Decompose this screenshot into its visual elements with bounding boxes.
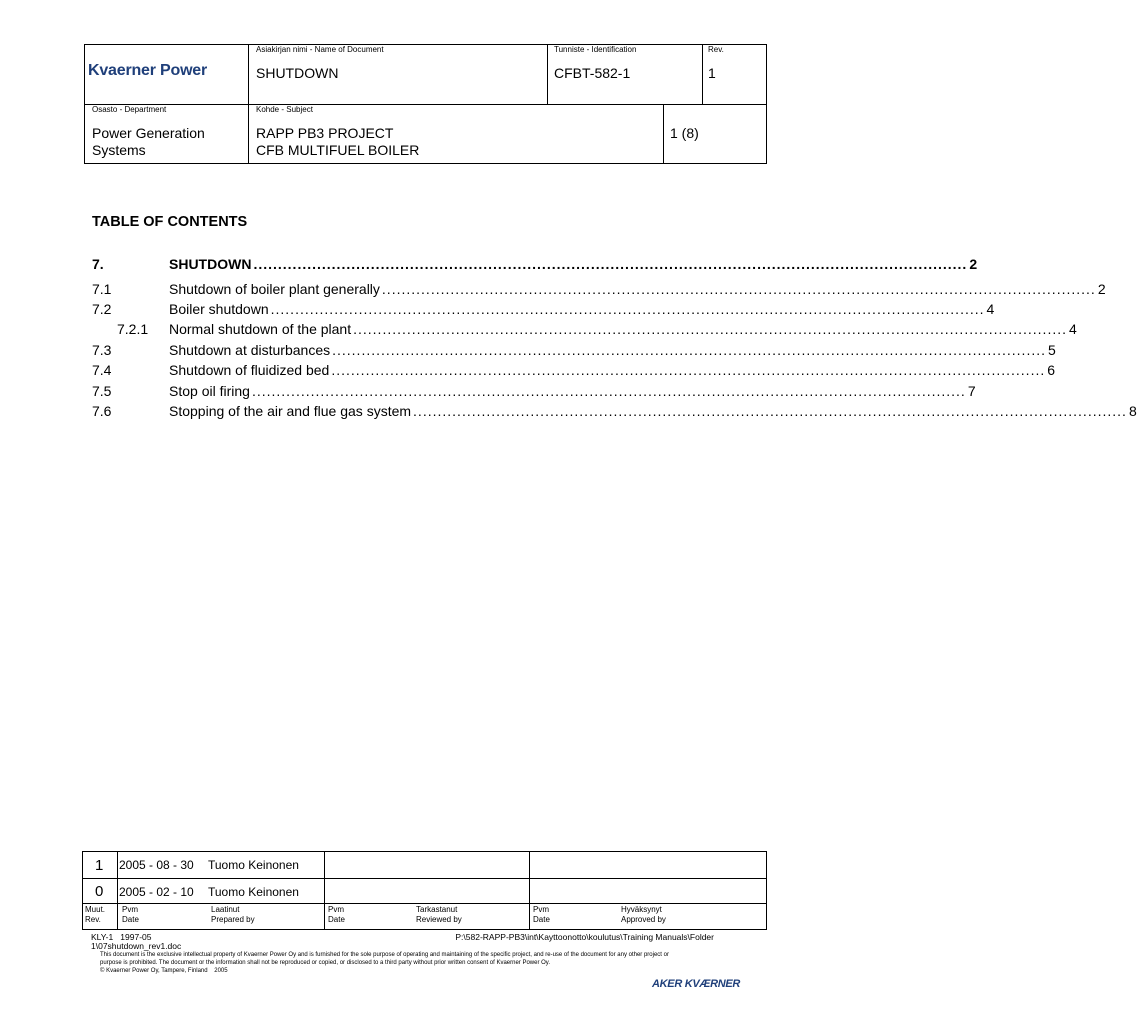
legal-line-2: purpose is prohibited. The document or the information shall not be reproduced or copied, or disclosed to a third party without prior written consent of Kvaerner Power Oy. — [100, 960, 551, 966]
subject-line1: RAPP PB3 PROJECT — [256, 125, 394, 141]
toc-item-page: 5 — [1048, 342, 1056, 358]
toc-leader: .................................................................................................................................................. — [331, 362, 1046, 378]
label-reviewed-by: Reviewed by — [416, 915, 462, 924]
toc-item-text: Shutdown at disturbances — [169, 342, 331, 358]
label-date: Date — [122, 915, 139, 924]
label-hyvaksynyt: Hyväksynyt — [621, 905, 662, 914]
toc-main-text: SHUTDOWN — [169, 256, 252, 272]
toc-item-num: 7.2.1 — [117, 321, 149, 337]
label-muut: Muut. — [85, 905, 106, 914]
subject-line2: CFB MULTIFUEL BOILER — [256, 142, 420, 158]
toc-leader: .................................................................................................................................................. — [353, 321, 1067, 337]
copyright: © Kvaerner Power Oy, Tampere, Finland 2005 — [100, 968, 228, 974]
label-prepared — [211, 905, 255, 925]
company-logo-text: Kvaerner Power — [88, 62, 208, 79]
toc-item-page: 4 — [1069, 321, 1077, 337]
label-pvm: Pvm — [122, 905, 138, 914]
toc-leader: .................................................................................................................................................. — [332, 342, 1046, 358]
rev-row-1-name: Tuomo Keinonen — [208, 858, 299, 872]
toc-item-num: 7.3 — [92, 342, 112, 358]
label-approved-by: Approved by — [621, 915, 666, 924]
label-laatinut: Laatinut — [211, 905, 240, 914]
label-pvm: Pvm — [328, 905, 344, 914]
toc-item-num: 7.2 — [92, 301, 112, 317]
toc-item-text: Boiler shutdown — [169, 301, 269, 317]
dept-label: Osasto - Department — [92, 105, 167, 114]
file-path: P:\582-RAPP-PB3\int\Kayttoonotto\koulutus\Training Manuals\Folder — [455, 932, 714, 942]
legal-line-1: This document is the exclusive intellectual property of Kvaerner Power Oy and is furnished for the sole purpose of operating and maintaining of the specific project, and re-use of the document for any other project or — [100, 952, 669, 958]
toc-item-text: Normal shutdown of the plant — [169, 321, 352, 337]
label-pvm: Pvm — [533, 905, 549, 914]
doc-name-label: Asiakirjan nimi - Name of Document — [256, 45, 384, 54]
toc-leader: .................................................................................................................................................. — [381, 281, 1096, 297]
label-pvm-2 — [328, 905, 345, 925]
label-approved — [621, 905, 666, 925]
toc-leader: .................................................................................................................................................. — [251, 383, 966, 399]
toc-main-num: 7. — [92, 256, 104, 272]
legal-notice — [100, 951, 720, 975]
label-tarkastanut: Tarkastanut — [416, 905, 458, 914]
toc-item-text: Shutdown of boiler plant generally — [169, 281, 380, 297]
page-number: 1 (8) — [670, 125, 699, 141]
toc-item-num: 7.1 — [92, 281, 112, 297]
toc-item-page: 7 — [967, 383, 976, 399]
doc-name: SHUTDOWN — [256, 65, 339, 81]
aker-kvaerner-logo: AKER KVÆRNER — [652, 978, 741, 990]
toc-item-text: Shutdown of fluidized bed — [169, 362, 330, 378]
rev-value: 1 — [708, 65, 716, 81]
toc-title: TABLE OF CONTENTS — [92, 214, 248, 230]
toc-item-page: 2 — [1097, 281, 1106, 297]
toc-item-text: Stopping of the air and flue gas system — [169, 403, 412, 419]
rev-row-0-name: Tuomo Keinonen — [208, 885, 299, 899]
label-muut-rev — [85, 905, 105, 925]
label-reviewed — [416, 905, 462, 925]
label-date: Date — [533, 915, 550, 924]
toc-item-page: 8 — [1128, 403, 1137, 419]
toc-item-num: 7.5 — [92, 383, 112, 399]
form-id: KLY-1 1997-05 — [91, 932, 152, 942]
toc-leader: .................................................................................................................................................. — [413, 403, 1127, 419]
ident: CFBT-582-1 — [554, 65, 631, 81]
toc-leader: .................................................................................................................................................. — [253, 256, 968, 272]
toc-item-page: 6 — [1047, 362, 1056, 378]
label-pvm-3 — [533, 905, 550, 925]
dept-line1: Power Generation — [92, 125, 205, 141]
label-date: Date — [328, 915, 345, 924]
label-pvm-1 — [122, 905, 139, 925]
rev-row-1-num: 1 — [95, 857, 104, 874]
subject-label: Kohde - Subject — [256, 105, 313, 114]
file-name: 1\07shutdown_rev1.doc — [91, 941, 182, 951]
rev-row-0-num: 0 — [95, 883, 104, 900]
label-prepared-by: Prepared by — [211, 915, 255, 924]
toc-leader: .................................................................................................................................................. — [270, 301, 985, 317]
dept-line2: Systems — [92, 142, 146, 158]
rev-row-1-date: 2005 - 08 - 30 — [119, 858, 194, 872]
toc-item-num: 7.4 — [92, 362, 112, 378]
label-rev: Rev. — [85, 915, 101, 924]
toc-item-num: 7.6 — [92, 403, 112, 419]
toc-item-page: 4 — [986, 301, 995, 317]
toc-main-page: 2 — [969, 256, 978, 272]
toc-item-text: Stop oil firing — [169, 383, 250, 399]
rev-row-0-date: 2005 - 02 - 10 — [119, 885, 194, 899]
rev-label: Rev. — [708, 45, 724, 54]
ident-label: Tunniste - Identification — [554, 45, 637, 54]
